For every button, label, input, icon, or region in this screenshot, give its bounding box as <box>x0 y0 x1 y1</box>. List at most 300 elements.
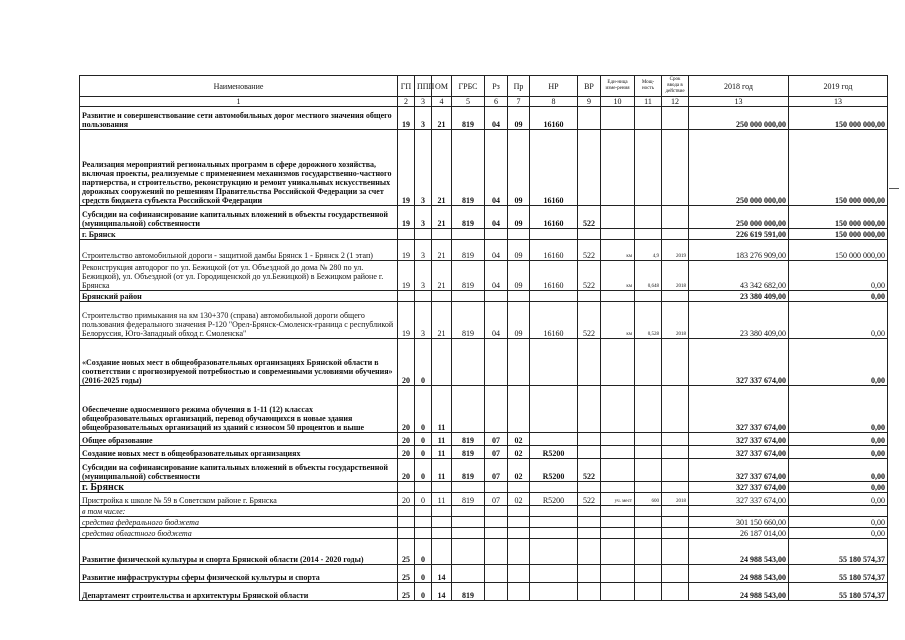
cell-unit <box>601 459 635 482</box>
header-2018: 2018 год <box>689 76 789 97</box>
table-row <box>80 528 888 539</box>
cell-rz: 07 <box>485 433 508 446</box>
cell-gp <box>398 517 415 528</box>
table-row <box>80 206 888 229</box>
cell-2019: 0,00 <box>789 446 888 459</box>
cell-grbs <box>452 565 485 583</box>
cell-grbs <box>452 517 485 528</box>
cell-nr <box>530 583 578 601</box>
cell-term: 2018 <box>662 261 689 291</box>
table-row <box>80 583 888 601</box>
cell-gp: 20 <box>398 339 415 386</box>
cell-rz <box>485 539 508 565</box>
cell-ppp <box>415 482 432 493</box>
cell-capacity <box>635 107 662 130</box>
cell-gp: 25 <box>398 583 415 601</box>
cell-ppp: 3 <box>415 130 432 206</box>
cell-term: 2019 <box>662 240 689 261</box>
cell-capacity <box>635 459 662 482</box>
cell-rz: 04 <box>485 130 508 206</box>
cell-gp: 19 <box>398 240 415 261</box>
cell-term <box>662 339 689 386</box>
cell-unit <box>601 506 635 517</box>
cell-vr: 522 <box>578 459 601 482</box>
cell-term <box>662 482 689 493</box>
cell-2018: 24 988 543,00 <box>689 565 789 583</box>
cell-2019: 0,00 <box>789 482 888 493</box>
cell-capacity: 0,648 <box>635 261 662 291</box>
cell-capacity <box>635 433 662 446</box>
cell-capacity <box>635 206 662 229</box>
cell-ppp <box>415 528 432 539</box>
cell-term <box>662 565 689 583</box>
cell-nr <box>530 565 578 583</box>
col-num: 6 <box>485 97 508 107</box>
cell-term <box>662 539 689 565</box>
cell-2018: 24 988 543,00 <box>689 583 789 601</box>
cell-nr: 16160 <box>530 261 578 291</box>
cell-2019 <box>789 506 888 517</box>
cell-nr <box>530 229 578 240</box>
cell-unit <box>601 517 635 528</box>
cell-rz <box>485 517 508 528</box>
cell-term <box>662 528 689 539</box>
cell-term: 2018 <box>662 302 689 339</box>
name: Развитие физической культуры и спорта Брянской области (2014 - 2020 годы) <box>80 539 398 565</box>
cell-grbs <box>452 386 485 433</box>
cell-vr: 522 <box>578 240 601 261</box>
header-row <box>80 76 888 97</box>
col-num: 9 <box>578 97 601 107</box>
cell-pr <box>508 339 530 386</box>
cell-unit <box>601 386 635 433</box>
cell-unit: уч. мест <box>601 493 635 506</box>
cell-om <box>432 229 452 240</box>
cell-ppp: 3 <box>415 302 432 339</box>
cell-term <box>662 517 689 528</box>
cell-ppp: 0 <box>415 433 432 446</box>
cell-om <box>432 506 452 517</box>
cell-gp: 25 <box>398 565 415 583</box>
cell-gp: 20 <box>398 493 415 506</box>
cell-unit <box>601 565 635 583</box>
table-row <box>80 539 888 565</box>
cell-2019: 150 000 000,00 <box>789 229 888 240</box>
cell-rz: 04 <box>485 206 508 229</box>
table-row <box>80 506 888 517</box>
cell-rz <box>485 528 508 539</box>
cell-unit <box>601 539 635 565</box>
cell-nr <box>530 433 578 446</box>
cell-nr <box>530 528 578 539</box>
table-row <box>80 446 888 459</box>
cell-grbs: 819 <box>452 583 485 601</box>
cell-vr: 522 <box>578 261 601 291</box>
cell-vr <box>578 583 601 601</box>
cell-ppp <box>415 517 432 528</box>
table-row <box>80 565 888 583</box>
cell-capacity <box>635 528 662 539</box>
cell-grbs <box>452 229 485 240</box>
cell-unit <box>601 130 635 206</box>
cell-ppp <box>415 291 432 302</box>
cell-rz: 04 <box>485 107 508 130</box>
cell-2018 <box>689 506 789 517</box>
cell-grbs: 819 <box>452 446 485 459</box>
cell-grbs: 819 <box>452 107 485 130</box>
table-row <box>80 240 888 261</box>
cell-nr: R5200 <box>530 493 578 506</box>
cell-grbs <box>452 539 485 565</box>
cell-vr: 522 <box>578 493 601 506</box>
col-num: 4 <box>432 97 452 107</box>
col-num: 10 <box>601 97 635 107</box>
cell-pr <box>508 229 530 240</box>
header-ppp: ППП <box>415 76 432 97</box>
cell-term <box>662 229 689 240</box>
cell-term <box>662 506 689 517</box>
cell-2018: 327 337 674,00 <box>689 339 789 386</box>
cell-unit <box>601 206 635 229</box>
cell-unit <box>601 339 635 386</box>
budget-table <box>79 75 888 601</box>
cell-ppp: 0 <box>415 459 432 482</box>
cell-om <box>432 482 452 493</box>
cell-om: 21 <box>432 240 452 261</box>
name: Обеспечение односменного режима обучения в 1-11 (12) классах общеобразовательных организаций, перевод обучающихся в новые здания общеобразовательных организаций из зданий с износом 50 процентов и выше <box>80 386 398 433</box>
cell-ppp: 0 <box>415 565 432 583</box>
cell-nr <box>530 506 578 517</box>
cell-om: 21 <box>432 107 452 130</box>
cell-gp: 19 <box>398 261 415 291</box>
cell-2019: 150 000 000,00 <box>789 206 888 229</box>
col-num: 3 <box>415 97 432 107</box>
cell-gp: 20 <box>398 459 415 482</box>
cell-rz <box>485 386 508 433</box>
cell-2019: 0,00 <box>789 493 888 506</box>
cell-rz: 04 <box>485 302 508 339</box>
table-row <box>80 482 888 493</box>
cell-pr: 09 <box>508 302 530 339</box>
table-row <box>80 107 888 130</box>
name: Реконструкция автодорог по ул. Бежицкой (от ул. Объездной до дома № 280 по ул. Бежицкой), ул. Объездной (от ул. Городищенской до ул.Бежицкой) в Бежицком районе г. Брянска <box>80 261 398 291</box>
table-row <box>80 130 888 206</box>
header-gp: ГП <box>398 76 415 97</box>
cell-2018: 301 150 660,00 <box>689 517 789 528</box>
name: Создание новых мест в общеобразовательных организациях <box>80 446 398 459</box>
cell-rz: 07 <box>485 493 508 506</box>
cell-nr <box>530 291 578 302</box>
cell-grbs: 819 <box>452 240 485 261</box>
cell-capacity: 0,528 <box>635 302 662 339</box>
name: в том числе: <box>80 506 398 517</box>
cell-2018: 250 000 000,00 <box>689 107 789 130</box>
cell-pr: 02 <box>508 493 530 506</box>
cell-ppp: 3 <box>415 107 432 130</box>
cell-2019: 0,00 <box>789 517 888 528</box>
cell-om: 21 <box>432 130 452 206</box>
cell-nr <box>530 539 578 565</box>
cell-unit <box>601 433 635 446</box>
cell-unit <box>601 446 635 459</box>
cell-vr <box>578 386 601 433</box>
table-row <box>80 386 888 433</box>
cell-grbs <box>452 506 485 517</box>
cell-grbs: 819 <box>452 206 485 229</box>
table-row <box>80 517 888 528</box>
cell-rz <box>485 291 508 302</box>
cell-vr <box>578 565 601 583</box>
cell-om: 11 <box>432 459 452 482</box>
table-row <box>80 261 888 291</box>
cell-grbs: 819 <box>452 459 485 482</box>
cell-capacity <box>635 229 662 240</box>
cell-pr <box>508 506 530 517</box>
cell-grbs: 819 <box>452 130 485 206</box>
cell-capacity <box>635 130 662 206</box>
table-row <box>80 459 888 482</box>
cell-grbs <box>452 528 485 539</box>
cell-term <box>662 107 689 130</box>
cell-grbs: 819 <box>452 433 485 446</box>
cell-gp: 19 <box>398 107 415 130</box>
cell-vr <box>578 539 601 565</box>
name: Строительство автомобильной дороги - защитной дамбы Брянск 1 - Брянск 2 (1 этап) <box>80 240 398 261</box>
cell-unit: км <box>601 240 635 261</box>
cell-capacity: 4,9 <box>635 240 662 261</box>
name: «Создание новых мест в общеобразовательных организациях Брянской области в соответствии с прогнозируемой потребностью и современными условиями обучения» (2016-2025 годы) <box>80 339 398 386</box>
cell-unit <box>601 583 635 601</box>
header-term: Срок ввода в действие <box>662 76 689 97</box>
cell-ppp: 0 <box>415 339 432 386</box>
cell-om <box>432 339 452 386</box>
column-number-row <box>80 97 888 107</box>
cell-unit <box>601 528 635 539</box>
cell-2019: 0,00 <box>789 433 888 446</box>
cell-capacity <box>635 565 662 583</box>
cell-pr <box>508 539 530 565</box>
cell-2019: 55 180 574,37 <box>789 565 888 583</box>
cell-unit <box>601 291 635 302</box>
cell-unit <box>601 229 635 240</box>
table-row <box>80 339 888 386</box>
name: Общее образование <box>80 433 398 446</box>
cell-om: 21 <box>432 261 452 291</box>
cell-2018: 43 342 682,00 <box>689 261 789 291</box>
header-rz: Рз <box>485 76 508 97</box>
name: Развитие и совершенствование сети автомобильных дорог местного значения общего пользования <box>80 107 398 130</box>
cell-2018: 327 337 674,00 <box>689 482 789 493</box>
cell-term <box>662 433 689 446</box>
cell-2018: 250 000 000,00 <box>689 130 789 206</box>
table-row <box>80 433 888 446</box>
name: Строительство примыкания на км 130+370 (справа) автомобильной дороги общего пользования федерального значения Р-120 "Орел-Брянск-Смоленск-граница с республикой Белоруссия, Юго-Западный обход г. Смоленска" <box>80 302 398 339</box>
cell-2018: 250 000 000,00 <box>689 206 789 229</box>
cell-2019: 150 000 000,00 <box>789 240 888 261</box>
cell-rz: 07 <box>485 446 508 459</box>
cell-capacity <box>635 339 662 386</box>
col-num: 12 <box>662 97 689 107</box>
cell-ppp: 0 <box>415 539 432 565</box>
header-vr: ВР <box>578 76 601 97</box>
cell-grbs: 819 <box>452 261 485 291</box>
cell-vr <box>578 433 601 446</box>
table-row <box>80 302 888 339</box>
cell-nr <box>530 517 578 528</box>
cell-term <box>662 459 689 482</box>
cell-om <box>432 539 452 565</box>
table-body <box>80 107 888 601</box>
cell-unit: км <box>601 261 635 291</box>
cell-capacity <box>635 517 662 528</box>
cell-2019: 55 180 574,37 <box>789 583 888 601</box>
cell-2018: 23 380 409,00 <box>689 302 789 339</box>
cell-rz: 07 <box>485 459 508 482</box>
cell-nr <box>530 386 578 433</box>
col-num: 7 <box>508 97 530 107</box>
name: Субсидии на софинансирование капитальных вложений в объекты государственной (муниципальной) собственности <box>80 459 398 482</box>
cell-om: 11 <box>432 493 452 506</box>
col-num: 5 <box>452 97 485 107</box>
cell-gp: 19 <box>398 206 415 229</box>
header-om: ОМ <box>432 76 452 97</box>
col-num: 13 <box>689 97 789 107</box>
cell-grbs: 819 <box>452 493 485 506</box>
cell-2018: 23 380 409,00 <box>689 291 789 302</box>
cell-pr: 09 <box>508 130 530 206</box>
name: средства областного бюджета <box>80 528 398 539</box>
cell-unit: км <box>601 302 635 339</box>
cell-2018: 24 988 543,00 <box>689 539 789 565</box>
cell-nr <box>530 482 578 493</box>
cell-gp: 20 <box>398 386 415 433</box>
cell-nr: 16160 <box>530 130 578 206</box>
cell-pr <box>508 386 530 433</box>
cell-term <box>662 291 689 302</box>
cell-2018: 327 337 674,00 <box>689 493 789 506</box>
cell-vr <box>578 107 601 130</box>
header-nr: НР <box>530 76 578 97</box>
col-num: 8 <box>530 97 578 107</box>
name: Реализация мероприятий региональных программ в сфере дорожного хозяйства, включая проекты, реализуемые с применением механизмов государственно-частного партнерства, и строительство, реконструкцию и ремонт уникальных искусственных дорожных сооружений по решениям Правительства Российской Федерации за счет средств бюджета субъекта Российской Федерации <box>80 130 398 206</box>
cell-unit <box>601 482 635 493</box>
name: Департамент строительства и архитектуры Брянской области <box>80 583 398 601</box>
cell-capacity <box>635 583 662 601</box>
cell-gp <box>398 291 415 302</box>
header-grbs: ГРБС <box>452 76 485 97</box>
cell-nr: 16160 <box>530 302 578 339</box>
cell-vr <box>578 291 601 302</box>
cell-capacity <box>635 539 662 565</box>
cell-2018: 327 337 674,00 <box>689 433 789 446</box>
cell-pr <box>508 482 530 493</box>
cell-term: 2018 <box>662 493 689 506</box>
cell-2019: 0,00 <box>789 291 888 302</box>
cell-nr: 16160 <box>530 206 578 229</box>
col-num: 13 <box>789 97 888 107</box>
cell-term <box>662 583 689 601</box>
cell-vr <box>578 446 601 459</box>
cell-grbs <box>452 482 485 493</box>
cell-om: 14 <box>432 565 452 583</box>
cell-vr: 522 <box>578 206 601 229</box>
cell-vr <box>578 482 601 493</box>
cell-grbs: 819 <box>452 302 485 339</box>
cell-term <box>662 130 689 206</box>
header-pr: Пр <box>508 76 530 97</box>
cell-2019: 55 180 574,37 <box>789 539 888 565</box>
cell-capacity <box>635 446 662 459</box>
cell-gp <box>398 506 415 517</box>
cell-gp <box>398 528 415 539</box>
cell-ppp: 3 <box>415 261 432 291</box>
cell-2019: 0,00 <box>789 528 888 539</box>
name: средства федерального бюджета <box>80 517 398 528</box>
col-num: 1 <box>80 97 398 107</box>
cell-ppp: 0 <box>415 583 432 601</box>
cell-pr: 09 <box>508 240 530 261</box>
cell-pr: 09 <box>508 261 530 291</box>
col-num: 2 <box>398 97 415 107</box>
cell-om <box>432 291 452 302</box>
cell-pr: 09 <box>508 206 530 229</box>
cell-gp: 19 <box>398 130 415 206</box>
cell-vr <box>578 517 601 528</box>
cell-2019: 150 000 000,00 <box>789 130 888 206</box>
cell-capacity <box>635 386 662 433</box>
cell-gp: 20 <box>398 433 415 446</box>
budget-table-sheet <box>79 75 887 601</box>
cell-2019: 0,00 <box>789 302 888 339</box>
cell-gp <box>398 229 415 240</box>
cell-pr: 02 <box>508 459 530 482</box>
cell-pr <box>508 517 530 528</box>
cell-2018: 327 337 674,00 <box>689 459 789 482</box>
header-capacity: Мощ-ность <box>635 76 662 97</box>
cell-om: 21 <box>432 206 452 229</box>
cell-rz <box>485 583 508 601</box>
name: г. Брянск <box>80 482 398 493</box>
header-unit: Еди-ница изме-рения <box>601 76 635 97</box>
cell-ppp: 0 <box>415 446 432 459</box>
cell-rz <box>485 482 508 493</box>
cell-pr: 02 <box>508 446 530 459</box>
cell-om: 11 <box>432 433 452 446</box>
cell-rz: 04 <box>485 240 508 261</box>
table-row <box>80 291 888 302</box>
cell-pr: 09 <box>508 107 530 130</box>
cell-pr <box>508 583 530 601</box>
cell-nr: 16160 <box>530 107 578 130</box>
cell-term <box>662 206 689 229</box>
cell-pr <box>508 291 530 302</box>
cell-pr <box>508 528 530 539</box>
cell-vr <box>578 229 601 240</box>
cell-rz <box>485 565 508 583</box>
cell-2018: 26 187 014,00 <box>689 528 789 539</box>
cell-om: 21 <box>432 302 452 339</box>
cell-grbs <box>452 339 485 386</box>
cell-2019: 150 000 000,00 <box>789 107 888 130</box>
cell-gp <box>398 482 415 493</box>
cell-ppp: 3 <box>415 206 432 229</box>
cell-vr <box>578 130 601 206</box>
table-row <box>80 493 888 506</box>
margin-mark <box>889 188 899 189</box>
name: г. Брянск <box>80 229 398 240</box>
name: Развитие инфраструктуры сферы физической культуры и спорта <box>80 565 398 583</box>
name: Брянский район <box>80 291 398 302</box>
